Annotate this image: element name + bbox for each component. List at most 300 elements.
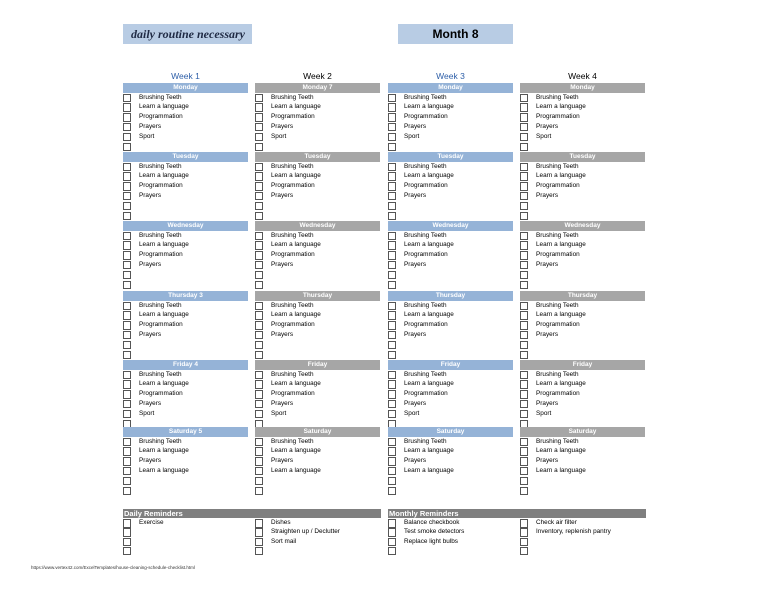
task-checkbox[interactable] (520, 133, 528, 142)
task-label: Prayers (271, 191, 294, 199)
task-checkbox[interactable] (123, 467, 131, 476)
task-label: Brushing Teeth (536, 437, 579, 445)
task-label: Sport (536, 409, 552, 417)
task-checkbox[interactable] (255, 341, 263, 350)
day-header: Wednesday (255, 221, 380, 231)
task-checkbox[interactable] (123, 380, 131, 389)
task-checkbox[interactable] (388, 321, 396, 330)
reminder-checkbox[interactable] (388, 547, 396, 556)
task-label: Learn a language (139, 466, 189, 474)
task-label: Programmation (139, 321, 183, 329)
task-checkbox[interactable] (520, 351, 528, 360)
task-checkbox[interactable] (255, 182, 263, 191)
task-label: Programmation (404, 251, 448, 259)
task-checkbox[interactable] (520, 302, 528, 311)
task-label: Prayers (536, 330, 559, 338)
day-header: Friday 4 (123, 360, 248, 370)
task-checkbox[interactable] (255, 103, 263, 112)
task-label: Learn a language (536, 447, 586, 455)
reminder-label: Check air filter (536, 519, 577, 526)
task-checkbox[interactable] (123, 113, 131, 122)
task-label: Prayers (139, 399, 162, 407)
task-label: Prayers (536, 191, 559, 199)
page-title: daily routine necessary (131, 27, 245, 41)
task-checkbox[interactable] (123, 400, 131, 409)
task-label: Brushing Teeth (536, 231, 579, 239)
task-checkbox[interactable] (520, 400, 528, 409)
task-label: Prayers (139, 330, 162, 338)
task-checkbox[interactable] (123, 371, 131, 380)
task-checkbox[interactable] (520, 477, 528, 486)
task-label: Learn a language (271, 311, 321, 319)
task-label: Prayers (404, 457, 427, 465)
task-checkbox[interactable] (123, 271, 131, 280)
task-label: Prayers (139, 122, 162, 130)
task-checkbox[interactable] (388, 477, 396, 486)
task-label: Prayers (536, 457, 559, 465)
task-label: Sport (271, 132, 287, 140)
task-label: Brushing Teeth (271, 301, 314, 309)
task-checkbox[interactable] (255, 380, 263, 389)
task-checkbox[interactable] (255, 410, 263, 419)
task-checkbox[interactable] (123, 321, 131, 330)
task-label: Learn a language (404, 241, 454, 249)
week-title: Week 1 (171, 71, 200, 81)
reminder-checkbox[interactable] (123, 538, 131, 547)
task-checkbox[interactable] (255, 302, 263, 311)
task-label: Programmation (271, 113, 315, 121)
day-header: Thursday (255, 291, 380, 301)
task-label: Brushing Teeth (404, 162, 447, 170)
task-checkbox[interactable] (123, 163, 131, 172)
task-label: Prayers (404, 399, 427, 407)
reminder-checkbox[interactable] (388, 538, 396, 547)
task-checkbox[interactable] (520, 94, 528, 103)
task-checkbox[interactable] (123, 251, 131, 260)
task-checkbox[interactable] (255, 94, 263, 103)
task-checkbox[interactable] (255, 447, 263, 456)
task-checkbox[interactable] (388, 371, 396, 380)
task-checkbox[interactable] (123, 390, 131, 399)
task-label: Programmation (271, 182, 315, 190)
task-checkbox[interactable] (388, 94, 396, 103)
day-header: Tuesday (520, 152, 645, 162)
task-checkbox[interactable] (388, 341, 396, 350)
task-checkbox[interactable] (520, 232, 528, 241)
task-checkbox[interactable] (123, 241, 131, 250)
task-checkbox[interactable] (388, 400, 396, 409)
task-checkbox[interactable] (255, 113, 263, 122)
task-checkbox[interactable] (388, 390, 396, 399)
task-checkbox[interactable] (388, 302, 396, 311)
task-checkbox[interactable] (388, 103, 396, 112)
task-label: Brushing Teeth (139, 437, 182, 445)
task-label: Learn a language (139, 103, 189, 111)
task-label: Programmation (139, 113, 183, 121)
task-label: Learn a language (404, 447, 454, 455)
task-label: Programmation (139, 251, 183, 259)
task-checkbox[interactable] (123, 351, 131, 360)
task-checkbox[interactable] (255, 311, 263, 320)
task-checkbox[interactable] (255, 457, 263, 466)
day-header: Saturday 5 (123, 427, 248, 437)
task-checkbox[interactable] (388, 143, 396, 152)
task-checkbox[interactable] (123, 103, 131, 112)
task-checkbox[interactable] (388, 202, 396, 211)
task-label: Programmation (404, 182, 448, 190)
day-header: Thursday (520, 291, 645, 301)
task-checkbox[interactable] (123, 172, 131, 181)
task-label: Learn a language (139, 172, 189, 180)
task-label: Programmation (536, 251, 580, 259)
reminder-label: Inventory, replenish pantry (536, 528, 611, 536)
task-label: Sport (271, 409, 287, 417)
task-checkbox[interactable] (255, 487, 263, 496)
task-label: Brushing Teeth (404, 301, 447, 309)
task-label: Sport (404, 132, 420, 140)
day-header: Friday (255, 360, 380, 370)
task-label: Prayers (271, 457, 294, 465)
task-label: Sport (404, 409, 420, 417)
reminder-label: Dishes (271, 519, 291, 526)
task-label: Programmation (271, 251, 315, 259)
task-label: Prayers (404, 122, 427, 130)
reminder-checkbox[interactable] (255, 538, 263, 547)
task-checkbox[interactable] (388, 163, 396, 172)
day-header: Friday (520, 360, 645, 370)
task-checkbox[interactable] (520, 281, 528, 290)
task-label: Prayers (271, 260, 294, 268)
task-checkbox[interactable] (520, 202, 528, 211)
task-checkbox[interactable] (388, 410, 396, 419)
task-checkbox[interactable] (520, 163, 528, 172)
task-checkbox[interactable] (388, 447, 396, 456)
reminder-checkbox[interactable] (520, 519, 528, 528)
task-checkbox[interactable] (255, 133, 263, 142)
task-checkbox[interactable] (255, 438, 263, 447)
reminder-checkbox[interactable] (123, 547, 131, 556)
task-label: Prayers (139, 260, 162, 268)
task-label: Learn a language (404, 466, 454, 474)
task-label: Prayers (271, 399, 294, 407)
task-checkbox[interactable] (255, 390, 263, 399)
task-checkbox[interactable] (388, 172, 396, 181)
task-label: Programmation (404, 113, 448, 121)
task-checkbox[interactable] (255, 192, 263, 201)
task-checkbox[interactable] (123, 477, 131, 486)
task-label: Brushing Teeth (536, 93, 579, 101)
task-label: Brushing Teeth (536, 301, 579, 309)
task-label: Prayers (139, 457, 162, 465)
task-checkbox[interactable] (255, 123, 263, 132)
reminder-label: Exercise (139, 519, 164, 526)
task-checkbox[interactable] (388, 113, 396, 122)
day-header: Friday (388, 360, 513, 370)
task-label: Learn a language (271, 172, 321, 180)
task-checkbox[interactable] (123, 232, 131, 241)
day-header: Wednesday (520, 221, 645, 231)
task-checkbox[interactable] (255, 202, 263, 211)
task-label: Programmation (536, 182, 580, 190)
task-checkbox[interactable] (255, 163, 263, 172)
task-checkbox[interactable] (255, 321, 263, 330)
reminder-checkbox[interactable] (388, 528, 396, 537)
reminder-checkbox[interactable] (255, 547, 263, 556)
monthly-reminders-header: Monthly Reminders (388, 509, 646, 518)
task-checkbox[interactable] (520, 438, 528, 447)
task-label: Brushing Teeth (139, 370, 182, 378)
reminder-checkbox[interactable] (255, 528, 263, 537)
task-checkbox[interactable] (255, 351, 263, 360)
task-checkbox[interactable] (520, 172, 528, 181)
task-label: Brushing Teeth (404, 437, 447, 445)
day-header: Saturday (520, 427, 645, 437)
day-header: Wednesday (123, 221, 248, 231)
task-label: Learn a language (139, 311, 189, 319)
task-checkbox[interactable] (123, 123, 131, 132)
reminder-label: Sort mail (271, 537, 297, 545)
task-checkbox[interactable] (123, 311, 131, 320)
task-checkbox[interactable] (520, 380, 528, 389)
task-label: Brushing Teeth (404, 370, 447, 378)
task-label: Prayers (271, 122, 294, 130)
task-label: Prayers (404, 260, 427, 268)
task-checkbox[interactable] (123, 143, 131, 152)
day-header: Tuesday (255, 152, 380, 162)
task-label: Learn a language (536, 380, 586, 388)
task-label: Programmation (536, 321, 580, 329)
task-checkbox[interactable] (388, 133, 396, 142)
task-checkbox[interactable] (123, 410, 131, 419)
task-checkbox[interactable] (255, 477, 263, 486)
task-label: Learn a language (536, 172, 586, 180)
task-checkbox[interactable] (388, 438, 396, 447)
task-checkbox[interactable] (388, 123, 396, 132)
task-checkbox[interactable] (255, 467, 263, 476)
task-checkbox[interactable] (255, 400, 263, 409)
task-label: Learn a language (139, 380, 189, 388)
task-checkbox[interactable] (388, 212, 396, 221)
reminder-checkbox[interactable] (520, 528, 528, 537)
task-checkbox[interactable] (520, 390, 528, 399)
month-label: Month 8 (398, 24, 513, 44)
task-checkbox[interactable] (123, 331, 131, 340)
task-checkbox[interactable] (520, 241, 528, 250)
task-label: Brushing Teeth (271, 370, 314, 378)
day-header: Monday (123, 83, 248, 93)
task-checkbox[interactable] (255, 261, 263, 270)
task-checkbox[interactable] (520, 371, 528, 380)
task-checkbox[interactable] (255, 241, 263, 250)
task-checkbox[interactable] (123, 261, 131, 270)
task-checkbox[interactable] (388, 281, 396, 290)
task-checkbox[interactable] (255, 143, 263, 152)
task-label: Sport (139, 132, 155, 140)
task-label: Programmation (139, 182, 183, 190)
task-label: Prayers (139, 191, 162, 199)
reminder-label: Straighten up / Declutter (271, 528, 340, 536)
task-checkbox[interactable] (520, 261, 528, 270)
task-checkbox[interactable] (123, 302, 131, 311)
task-label: Learn a language (271, 466, 321, 474)
task-checkbox[interactable] (388, 457, 396, 466)
week-title: Week 2 (303, 71, 332, 81)
task-checkbox[interactable] (388, 182, 396, 191)
task-label: Learn a language (271, 241, 321, 249)
task-label: Learn a language (536, 311, 586, 319)
task-label: Brushing Teeth (404, 231, 447, 239)
task-label: Learn a language (139, 241, 189, 249)
task-checkbox[interactable] (255, 371, 263, 380)
task-checkbox[interactable] (388, 261, 396, 270)
task-label: Brushing Teeth (139, 93, 182, 101)
task-checkbox[interactable] (520, 103, 528, 112)
task-checkbox[interactable] (520, 192, 528, 201)
task-checkbox[interactable] (123, 212, 131, 221)
task-checkbox[interactable] (388, 351, 396, 360)
task-checkbox[interactable] (255, 172, 263, 181)
day-header: Monday (520, 83, 645, 93)
task-label: Brushing Teeth (536, 162, 579, 170)
task-label: Prayers (404, 330, 427, 338)
task-label: Learn a language (404, 311, 454, 319)
task-checkbox[interactable] (520, 331, 528, 340)
day-header: Thursday (388, 291, 513, 301)
task-label: Learn a language (271, 103, 321, 111)
day-header: Tuesday (388, 152, 513, 162)
task-checkbox[interactable] (388, 467, 396, 476)
reminder-checkbox[interactable] (123, 519, 131, 528)
task-label: Programmation (139, 390, 183, 398)
task-label: Programmation (271, 321, 315, 329)
task-checkbox[interactable] (388, 192, 396, 201)
reminder-label: Balance checkbook (404, 519, 460, 526)
task-label: Brushing Teeth (271, 231, 314, 239)
task-checkbox[interactable] (520, 447, 528, 456)
footer-url: https://www.vertex42.com/ExcelTemplates/house-cleaning-schedule-checklist.html (31, 565, 195, 570)
task-label: Programmation (271, 390, 315, 398)
task-label: Learn a language (271, 447, 321, 455)
task-checkbox[interactable] (388, 331, 396, 340)
task-checkbox[interactable] (520, 410, 528, 419)
task-label: Brushing Teeth (271, 162, 314, 170)
task-label: Learn a language (271, 380, 321, 388)
task-checkbox[interactable] (520, 457, 528, 466)
day-header: Thursday 3 (123, 291, 248, 301)
task-checkbox[interactable] (520, 311, 528, 320)
task-label: Programmation (536, 390, 580, 398)
task-checkbox[interactable] (520, 182, 528, 191)
daily-reminders-header: Daily Reminders (123, 509, 381, 518)
task-label: Prayers (536, 122, 559, 130)
task-label: Programmation (404, 390, 448, 398)
task-checkbox[interactable] (123, 192, 131, 201)
reminder-checkbox[interactable] (255, 519, 263, 528)
task-checkbox[interactable] (123, 341, 131, 350)
task-label: Sport (139, 409, 155, 417)
task-label: Learn a language (139, 447, 189, 455)
task-checkbox[interactable] (520, 123, 528, 132)
task-label: Brushing Teeth (404, 93, 447, 101)
task-checkbox[interactable] (388, 271, 396, 280)
task-checkbox[interactable] (520, 341, 528, 350)
task-label: Learn a language (536, 103, 586, 111)
task-label: Sport (536, 132, 552, 140)
task-checkbox[interactable] (255, 251, 263, 260)
task-checkbox[interactable] (520, 113, 528, 122)
task-label: Learn a language (536, 466, 586, 474)
reminder-checkbox[interactable] (123, 528, 131, 537)
day-header: Tuesday (123, 152, 248, 162)
task-checkbox[interactable] (123, 457, 131, 466)
task-checkbox[interactable] (123, 94, 131, 103)
reminder-label: Replace light bulbs (404, 537, 458, 545)
task-checkbox[interactable] (388, 311, 396, 320)
task-checkbox[interactable] (255, 281, 263, 290)
task-checkbox[interactable] (123, 182, 131, 191)
task-label: Brushing Teeth (271, 437, 314, 445)
task-checkbox[interactable] (388, 251, 396, 260)
task-checkbox[interactable] (255, 232, 263, 241)
task-label: Brushing Teeth (271, 93, 314, 101)
task-checkbox[interactable] (388, 380, 396, 389)
task-checkbox[interactable] (255, 271, 263, 280)
day-header: Monday (388, 83, 513, 93)
task-checkbox[interactable] (123, 487, 131, 496)
reminder-checkbox[interactable] (520, 538, 528, 547)
task-label: Brushing Teeth (536, 370, 579, 378)
task-label: Prayers (271, 330, 294, 338)
task-label: Brushing Teeth (139, 231, 182, 239)
task-label: Prayers (536, 399, 559, 407)
task-label: Learn a language (536, 241, 586, 249)
task-checkbox[interactable] (520, 321, 528, 330)
task-checkbox[interactable] (123, 133, 131, 142)
task-checkbox[interactable] (255, 331, 263, 340)
reminder-checkbox[interactable] (520, 547, 528, 556)
week-title: Week 3 (436, 71, 465, 81)
task-checkbox[interactable] (520, 467, 528, 476)
task-label: Programmation (404, 321, 448, 329)
reminder-checkbox[interactable] (388, 519, 396, 528)
task-label: Prayers (404, 191, 427, 199)
task-checkbox[interactable] (520, 212, 528, 221)
task-checkbox[interactable] (255, 212, 263, 221)
task-label: Brushing Teeth (139, 162, 182, 170)
task-label: Programmation (536, 113, 580, 121)
day-header: Monday 7 (255, 83, 380, 93)
task-checkbox[interactable] (123, 447, 131, 456)
task-checkbox[interactable] (520, 143, 528, 152)
task-checkbox[interactable] (123, 202, 131, 211)
reminder-label: Test smoke detectors (404, 528, 465, 536)
task-checkbox[interactable] (520, 271, 528, 280)
task-checkbox[interactable] (520, 487, 528, 496)
task-checkbox[interactable] (123, 281, 131, 290)
task-checkbox[interactable] (388, 232, 396, 241)
task-checkbox[interactable] (520, 251, 528, 260)
task-label: Brushing Teeth (139, 301, 182, 309)
task-checkbox[interactable] (388, 487, 396, 496)
week-title: Week 4 (568, 71, 597, 81)
task-label: Prayers (536, 260, 559, 268)
task-label: Learn a language (404, 380, 454, 388)
task-checkbox[interactable] (388, 241, 396, 250)
day-header: Wednesday (388, 221, 513, 231)
day-header: Saturday (255, 427, 380, 437)
task-checkbox[interactable] (123, 438, 131, 447)
day-header: Saturday (388, 427, 513, 437)
